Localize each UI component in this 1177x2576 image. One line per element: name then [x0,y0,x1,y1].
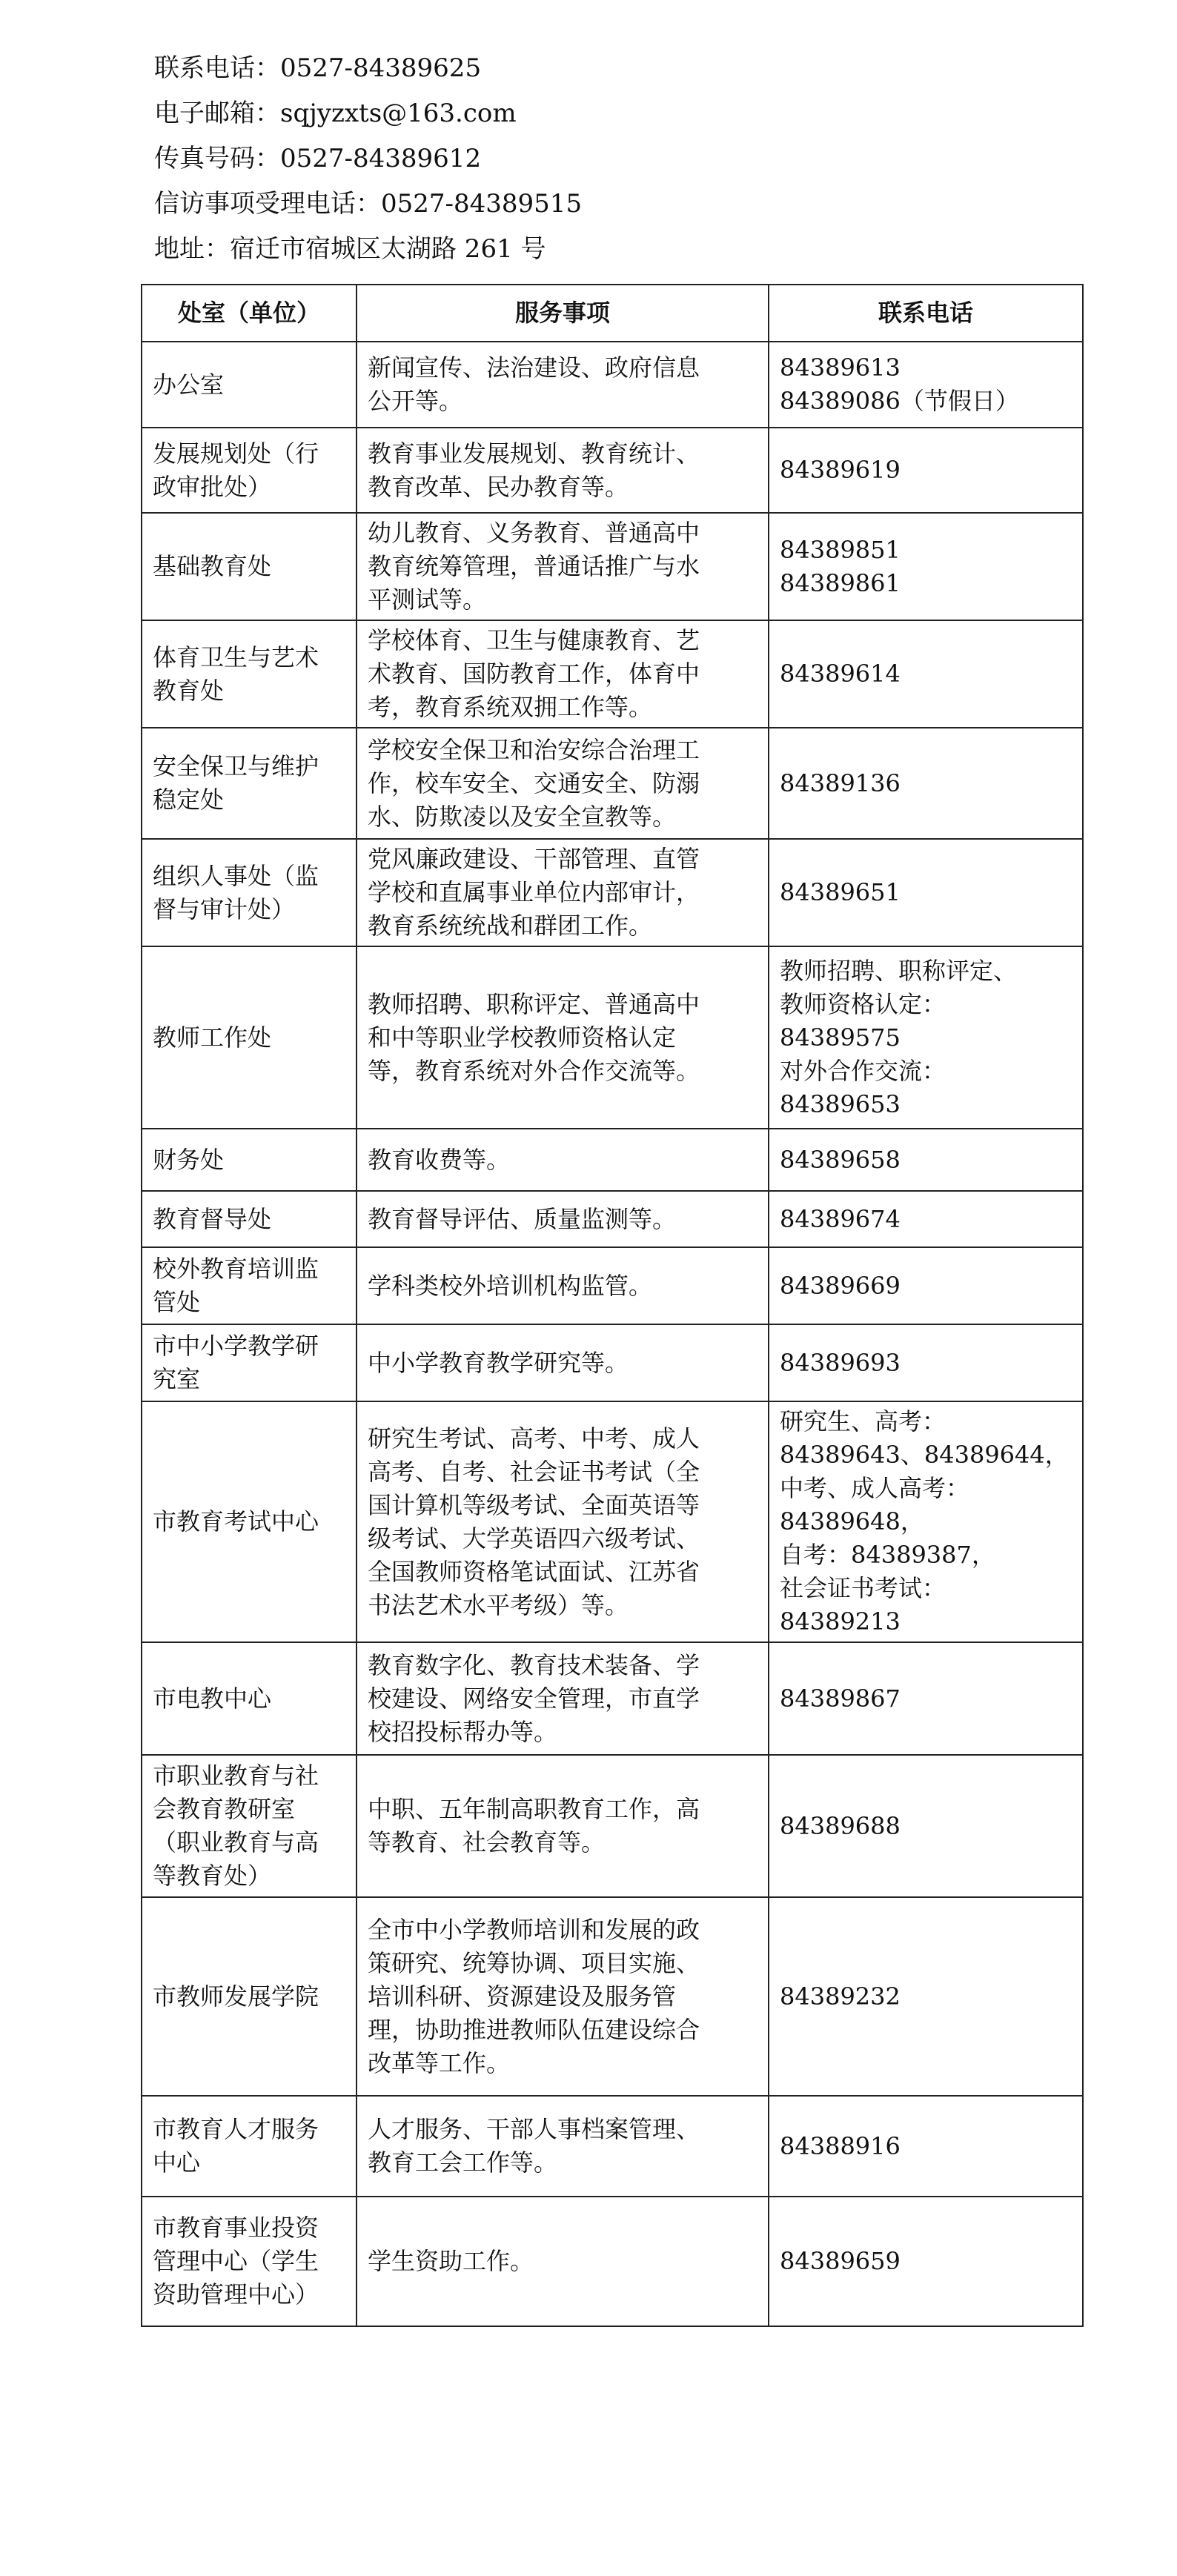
phone-line: 84389651 [780,878,901,906]
service-line: 级考试、大学英语四六级考试、 [368,1524,700,1553]
service-cell [357,1247,769,1324]
service-line: 教育收费等。 [368,1145,511,1174]
department-cell [142,513,357,620]
contact-email: 电子邮箱：sqjyzxts@163.com [154,99,517,128]
department-line: 稳定处 [153,786,225,814]
table-row [142,1642,1083,1755]
service-line: 教育系统统战和群团工作。 [368,912,653,940]
phone-cell [769,2096,1083,2197]
table-row [142,620,1083,728]
department-cell [142,428,357,513]
service-line: 策研究、统筹协调、项目实施、 [368,1948,700,1977]
phone-cell [769,1755,1083,1897]
service-cell [357,1897,769,2096]
phone-line: 研究生、高考： [780,1407,946,1435]
department-line: 管理中心（学生 [153,2247,319,2275]
service-line: 学校安全保卫和治安综合治理工 [368,735,700,764]
phone-line: 84389643、84389644， [780,1441,1069,1469]
header-service: 服务事项 [357,285,769,342]
contact-info [154,46,582,272]
phone-cell [769,1401,1083,1642]
department-cell [142,2197,357,2326]
service-line: 教师招聘、职称评定、普通高中 [368,989,700,1018]
service-line: 教育工会工作等。 [368,2148,558,2177]
service-line: 教育统筹管理，普通话推广与水 [368,552,700,580]
department-cell [142,946,357,1129]
service-cell [357,1324,769,1401]
department-line: 校外教育培训监 [153,1255,319,1283]
phone-line: 中考、成人高考： [780,1474,970,1502]
phone-cell [769,342,1083,428]
service-cell [357,1401,769,1642]
phone-line: 84389213 [780,1607,901,1636]
department-line: 教师工作处 [153,1023,272,1052]
department-contact-table [141,284,1084,2327]
header-phone: 联系电话 [769,285,1083,342]
service-line: 学生资助工作。 [368,2247,534,2275]
phone-cell [769,1247,1083,1324]
department-line: 市职业教育与社 [153,1762,319,1790]
service-cell [357,946,769,1129]
phone-cell [769,728,1083,839]
department-line: 基础教育处 [153,552,272,580]
department-line: 市教育人才服务 [153,2115,319,2143]
contact-phone: 联系电话：0527-84389625 [154,53,482,83]
phone-line: 84389693 [780,1348,901,1377]
service-line: 理，协助推进教师队伍建设综合 [368,2015,700,2044]
department-line: 市中小学教学研 [153,1332,319,1360]
service-line: 中职、五年制高职教育工作，高 [368,1795,700,1823]
phone-line: 对外合作交流： [780,1056,946,1085]
service-line: 学科类校外培训机构监管。 [368,1271,653,1300]
table-row [142,1401,1083,1642]
service-line: 学校体育、卫生与健康教育、艺 [368,626,700,654]
service-line: 党风廉政建设、干部管理、直管 [368,845,700,873]
service-line: 校建设、网络安全管理，市直学 [368,1684,700,1713]
phone-line: 84389867 [780,1684,901,1713]
phone-line: 教师资格认定： [780,989,946,1018]
table-row [142,839,1083,946]
service-line: 新闻宣传、法治建设、政府信息 [368,353,700,382]
department-line: （职业教育与高 [153,1828,319,1856]
phone-line: 84389861 [780,568,901,597]
table-row [142,946,1083,1129]
department-cell [142,342,357,428]
department-line: 会教育教研室 [153,1795,296,1823]
department-line: 安全保卫与维护 [153,752,319,780]
department-line: 等教育处） [153,1862,272,1890]
table-row [142,1191,1083,1247]
phone-line: 84389575 [780,1023,901,1052]
service-line: 等教育、社会教育等。 [368,1828,606,1856]
department-cell [142,2096,357,2197]
department-line: 中心 [153,2148,201,2177]
department-line: 究室 [153,1365,201,1393]
petition-phone: 信访事项受理电话：0527-84389515 [154,189,583,219]
department-line: 督与审计处） [153,894,296,923]
department-line: 办公室 [153,370,225,399]
phone-line: 84389136 [780,769,901,797]
phone-line: 84389674 [780,1204,901,1233]
phone-line: 教师招聘、职称评定、 [780,956,1018,985]
department-line: 教育处 [153,676,225,705]
service-line: 教育数字化、教育技术装备、学 [368,1650,700,1679]
table-body [142,342,1083,2326]
department-line: 发展规划处（行 [153,439,319,468]
phone-cell [769,428,1083,513]
table-row [142,1324,1083,1401]
service-line: 教育改革、民办教育等。 [368,472,629,501]
service-cell [357,839,769,946]
service-cell [357,1642,769,1755]
service-cell [357,1191,769,1247]
service-cell [357,428,769,513]
department-cell [142,1642,357,1755]
phone-line: 84389658 [780,1145,901,1174]
service-line: 和中等职业学校教师资格认定 [368,1023,677,1052]
table-row [142,428,1083,513]
table-row [142,1129,1083,1191]
phone-cell [769,1897,1083,2096]
department-cell [142,1324,357,1401]
phone-line: 84389669 [780,1271,901,1300]
service-cell [357,1129,769,1191]
phone-cell [769,620,1083,728]
contact-address: 地址：宿迁市宿城区太湖路 261 号 [154,234,546,264]
service-line: 高考、自考、社会证书考试（全 [368,1457,700,1486]
phone-cell [769,1129,1083,1191]
service-line: 校招投标帮办等。 [368,1717,558,1746]
service-line: 全国教师资格笔试面试、江苏省 [368,1557,700,1586]
service-line: 公开等。 [368,387,463,415]
department-cell [142,728,357,839]
service-line: 人才服务、干部人事档案管理、 [368,2115,700,2143]
service-cell [357,1755,769,1897]
service-cell [357,2096,769,2197]
department-line: 财务处 [153,1145,225,1174]
service-line: 平测试等。 [368,585,487,614]
phone-line: 84389619 [780,456,901,484]
department-cell [142,1129,357,1191]
department-cell [142,1191,357,1247]
department-line: 组织人事处（监 [153,861,319,890]
department-line: 市教育考试中心 [153,1507,319,1536]
service-line: 研究生考试、高考、中考、成人 [368,1424,700,1453]
phone-line: 84389851 [780,535,901,564]
phone-cell [769,1324,1083,1401]
service-line: 改革等工作。 [368,2048,511,2077]
table-row [142,342,1083,428]
header-department: 处室（单位） [142,285,357,342]
phone-cell [769,1191,1083,1247]
department-line: 体育卫生与艺术 [153,643,319,671]
phone-line: 84389086（节假日） [780,387,1019,415]
table-row [142,1755,1083,1897]
phone-line: 84389688 [780,1811,901,1840]
phone-cell [769,839,1083,946]
service-line: 学校和直属事业单位内部审计， [368,878,700,906]
department-line: 教育督导处 [153,1204,272,1233]
service-line: 书法艺术水平考级）等。 [368,1590,629,1619]
phone-line: 自考：84389387， [780,1541,995,1569]
service-cell [357,342,769,428]
service-cell [357,620,769,728]
department-line: 政审批处） [153,472,272,501]
service-line: 水、防欺凌以及安全宣教等。 [368,802,677,831]
contact-fax: 传真号码：0527-84389612 [154,144,482,173]
service-line: 教育事业发展规划、教育统计、 [368,439,700,468]
department-line: 市教师发展学院 [153,1982,319,2011]
phone-line: 84389614 [780,660,901,688]
department-cell [142,1401,357,1642]
department-cell [142,1247,357,1324]
phone-cell [769,513,1083,620]
department-line: 管处 [153,1288,201,1316]
table-row [142,728,1083,839]
service-line: 作，校车安全、交通安全、防溺 [368,769,700,797]
service-line: 等，教育系统对外合作交流等。 [368,1056,700,1085]
table-row [142,1247,1083,1324]
phone-cell [769,946,1083,1129]
phone-line: 84388916 [780,2131,901,2160]
phone-line: 84389232 [780,1982,901,2011]
department-line: 市教育事业投资 [153,2214,319,2242]
service-cell [357,513,769,620]
service-line: 考，教育系统双拥工作等。 [368,693,653,721]
department-line: 市电教中心 [153,1684,272,1713]
phone-cell [769,1642,1083,1755]
service-line: 教育督导评估、质量监测等。 [368,1204,677,1233]
phone-line: 84389613 [780,353,901,382]
department-cell [142,620,357,728]
table-row [142,2096,1083,2197]
phone-cell [769,2197,1083,2326]
table-row [142,2197,1083,2326]
department-line: 资助管理中心） [153,2280,319,2308]
service-line: 幼儿教育、义务教育、普通高中 [368,519,700,547]
service-line: 全市中小学教师培训和发展的政 [368,1915,700,1944]
phone-line: 84389648， [780,1507,924,1536]
service-line: 术教育、国防教育工作，体育中 [368,660,700,688]
service-cell [357,2197,769,2326]
phone-line: 84389659 [780,2247,901,2275]
table-row [142,1897,1083,2096]
service-line: 中小学教育教学研究等。 [368,1348,629,1377]
department-cell [142,1897,357,2096]
phone-line: 84389653 [780,1089,901,1118]
service-cell [357,728,769,839]
department-cell [142,839,357,946]
table-row [142,513,1083,620]
department-cell [142,1755,357,1897]
service-line: 培训科研、资源建设及服务管 [368,1982,677,2011]
table-header-row [142,285,1083,342]
service-line: 国计算机等级考试、全面英语等 [368,1490,700,1519]
phone-line: 社会证书考试： [780,1574,946,1602]
